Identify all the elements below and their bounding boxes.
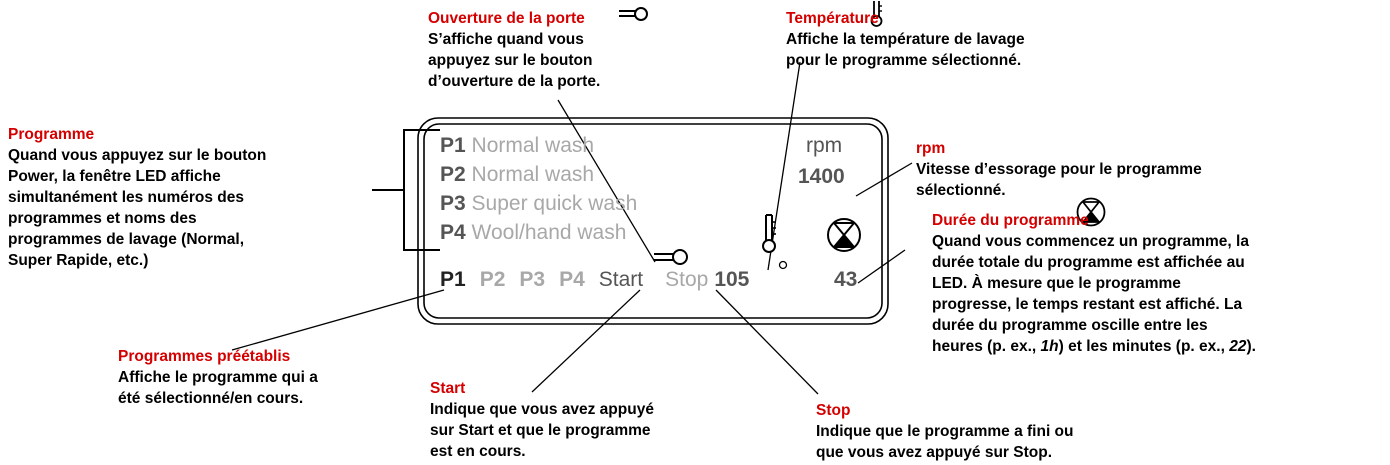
annotation-body: Quand vous appuyez sur le bouton Power, la fenêtre LED affiche simultanément les numéros des programmes et noms des programmes de lavage (Normal, Super Rapide, etc.) <box>8 147 267 269</box>
annotation-title: Start <box>430 380 466 397</box>
annotation-body-line: durée totale du programme est affichée au <box>932 254 1245 271</box>
temperature-value: 105 <box>714 268 750 291</box>
minutes-example: 22 <box>1229 338 1247 355</box>
lcd-rpm-value: 1400 <box>798 165 845 188</box>
hours-example: 1h <box>1040 338 1059 355</box>
annotation-body: Affiche le programme qui a été sélectionné/en cours. <box>118 369 318 407</box>
lcd-program-line-4 <box>440 221 626 245</box>
annotation-start <box>430 378 654 462</box>
hourglass-icon <box>825 216 863 254</box>
program-name: Wool/hand wash <box>471 221 627 244</box>
annotation-rpm <box>916 138 1202 201</box>
annotation-body: Indique que vous avez appuyé sur Start et que le programme est en cours. <box>430 401 654 460</box>
lcd-program-line-1 <box>440 134 594 158</box>
text-fragment: ). <box>1246 338 1256 355</box>
annotation-stop <box>816 400 1074 463</box>
annotation-body-line-6 <box>932 336 1256 357</box>
preset-p3: P3 <box>519 268 546 291</box>
preset-p2: P2 <box>479 268 506 291</box>
text-fragment: heures (p. ex., <box>932 338 1041 355</box>
annotation-temperature <box>786 8 1025 71</box>
program-number: P2 <box>440 163 466 186</box>
start-leader <box>532 290 640 392</box>
annotation-body-line: durée du programme oscille entre les <box>932 317 1208 334</box>
lcd-rpm-label: rpm <box>806 134 843 157</box>
start-indicator: Start <box>598 268 644 291</box>
program-number: P4 <box>440 221 466 244</box>
program-name: Normal wash <box>471 163 595 186</box>
annotation-body: Indique que le programme a fini ou que vous avez appuyé sur Stop. <box>816 423 1074 461</box>
program-name: Super quick wash <box>471 192 638 215</box>
time-value: 43 <box>834 268 858 291</box>
lcd-bottom-row <box>440 268 763 292</box>
annotation-body-line: progresse, le temps restant est affiché. La <box>932 296 1243 313</box>
annotation-body-line: LED. À mesure que le programme <box>932 275 1181 292</box>
annotation-title: Ouverture de la porte <box>428 10 585 27</box>
annotation-body: Vitesse d’essorage pour le programme sélectionné. <box>916 161 1202 199</box>
annotation-programme <box>8 124 266 271</box>
key-icon <box>652 248 690 268</box>
annotation-duration <box>932 210 1256 357</box>
annotation-title: Durée du programme <box>932 212 1089 229</box>
annotation-door <box>428 8 600 92</box>
annotation-body: Affiche la température de lavage pour le programme sélectionné. <box>786 31 1025 69</box>
program-number: P1 <box>440 134 466 157</box>
program-number: P3 <box>440 192 466 215</box>
preset-p4: P4 <box>559 268 585 291</box>
annotation-body-line: Quand vous commencez un programme, la <box>932 233 1249 250</box>
stop-leader <box>716 290 818 394</box>
annotation-title: Température <box>786 10 879 27</box>
annotation-body: S’affiche quand vous appuyez sur le bouton d’ouverture de la porte. <box>428 31 601 90</box>
preset-p1: P1 <box>440 268 466 291</box>
degree-icon <box>778 260 790 272</box>
program-name: Normal wash <box>471 134 595 157</box>
presets-leader <box>232 290 444 350</box>
annotation-title: Programme <box>8 126 95 143</box>
thermometer-icon <box>758 212 780 254</box>
annotation-title: rpm <box>916 140 946 157</box>
key-icon <box>618 6 650 22</box>
stop-indicator: Stop <box>665 268 709 291</box>
text-fragment: ) et les minutes (p. ex., <box>1058 338 1230 355</box>
lcd-program-line-2 <box>440 163 594 187</box>
rpm-leader <box>856 163 912 196</box>
lcd-program-line-3 <box>440 192 637 216</box>
annotation-presets <box>118 346 318 409</box>
annotation-title: Stop <box>816 402 851 419</box>
programme-bracket <box>404 130 440 250</box>
annotation-title: Programmes préétablis <box>118 348 291 365</box>
